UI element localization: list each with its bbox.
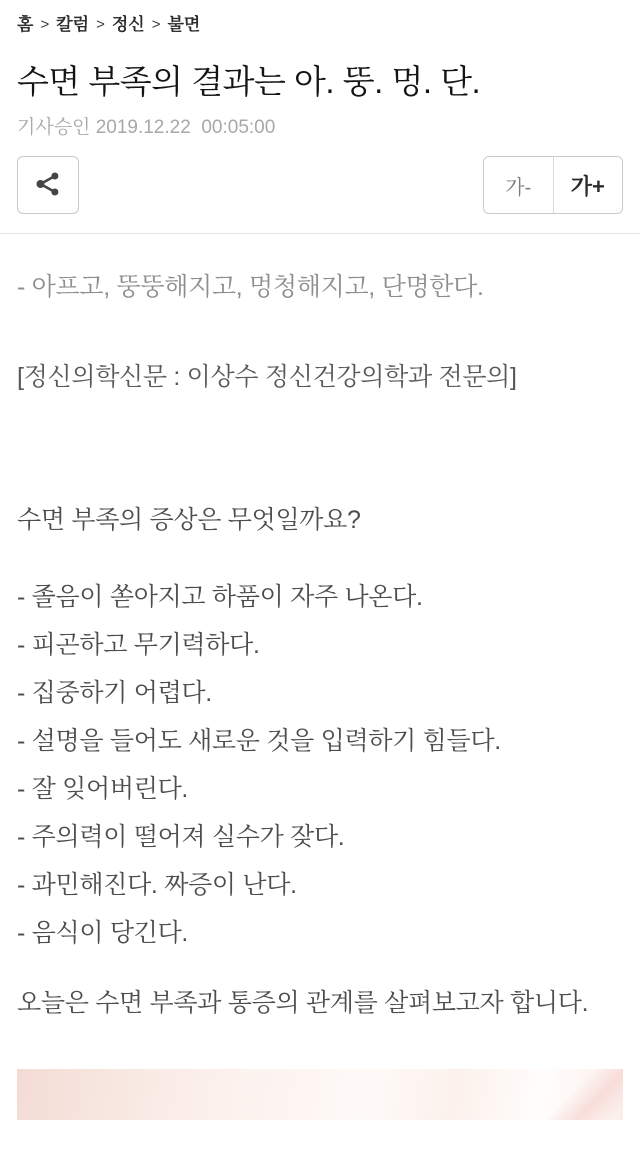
header-divider	[0, 233, 640, 234]
share-button[interactable]	[17, 156, 79, 214]
page-title: 수면 부족의 결과는 아. 뚱. 멍. 단.	[17, 63, 481, 100]
breadcrumb	[17, 14, 623, 36]
symptom-item: - 과민해진다. 짜증이 난다.	[17, 871, 297, 899]
symptom-item: - 졸음이 쏟아지고 하품이 자주 나온다.	[17, 583, 423, 611]
article-header	[0, 0, 640, 214]
symptom-item: - 주의력이 떨어져 실수가 잦다.	[17, 823, 345, 851]
breadcrumb-item-insomnia[interactable]: 불면	[167, 15, 201, 34]
breadcrumb-item-mind[interactable]: 정신	[111, 15, 145, 34]
symptom-item: - 피곤하고 무기력하다.	[17, 631, 260, 659]
breadcrumb-separator: >	[151, 16, 161, 33]
article-date: 기사승인 2019.12.22 00:05:00	[17, 117, 276, 138]
breadcrumb-separator: >	[96, 16, 105, 33]
font-size-control	[483, 156, 623, 214]
byline-paragraph: [정신의학신문 : 이상수 정신건강의학과 전문의]	[17, 363, 517, 391]
article-image	[17, 1069, 623, 1120]
font-larger-button[interactable]: 가+	[554, 157, 623, 213]
breadcrumb-item-home[interactable]: 홈	[17, 15, 34, 34]
article-body	[0, 263, 640, 1027]
symptom-item: - 설명을 들어도 새로운 것을 입력하기 힘들다.	[17, 727, 501, 755]
symptom-item: - 음식이 당긴다.	[17, 919, 189, 947]
symptom-item: - 잘 잊어버린다.	[17, 775, 189, 803]
article-toolbar	[17, 156, 623, 214]
font-smaller-button[interactable]: 가-	[484, 157, 554, 213]
lead-paragraph: - 아프고, 뚱뚱해지고, 멍청해지고, 단명한다.	[17, 273, 484, 301]
share-icon	[33, 169, 63, 202]
breadcrumb-separator: >	[40, 16, 50, 33]
symptom-list	[17, 573, 623, 957]
question-paragraph: 수면 부족의 증상은 무엇일까요?	[17, 506, 361, 534]
symptom-item: - 집중하기 어렵다.	[17, 679, 212, 707]
breadcrumb-item-column[interactable]: 칼럼	[56, 15, 90, 34]
closing-paragraph: 오늘은 수면 부족과 통증의 관계를 살펴보고자 합니다.	[17, 989, 589, 1017]
